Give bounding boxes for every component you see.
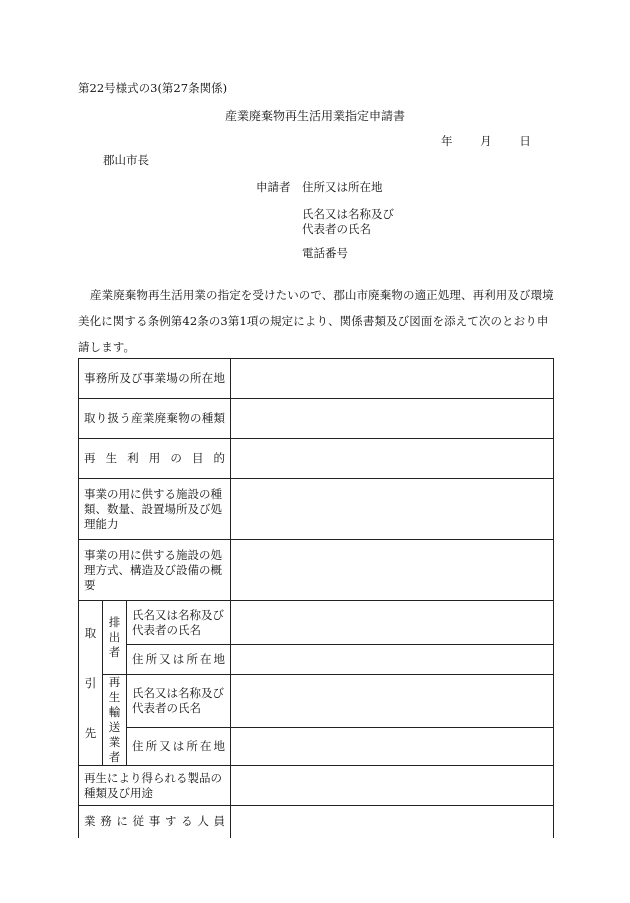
- label-discharger-name: 氏名又は名称及び代表者の氏名: [127, 601, 231, 645]
- form-number: 第22号様式の3(第27条関係): [78, 81, 228, 95]
- date-month: 月: [480, 134, 492, 148]
- label-transporter-name: 氏名又は名称及び代表者の氏名: [127, 675, 231, 728]
- field-products[interactable]: [231, 766, 554, 806]
- label-products: 再生により得られる製品の種類及び用途: [79, 766, 231, 806]
- row-discharger-address: [79, 645, 554, 675]
- field-facility-info[interactable]: [231, 479, 554, 540]
- field-purpose[interactable]: [231, 439, 554, 479]
- field-office-location[interactable]: [231, 359, 554, 399]
- addressee: 郡山市長: [103, 153, 149, 167]
- date-line: [441, 133, 531, 149]
- row-office-location: [79, 359, 554, 399]
- field-transporter-address[interactable]: [231, 727, 554, 765]
- label-trading-partner-2: 引: [84, 675, 97, 690]
- row-transporter-name: [79, 675, 554, 728]
- row-purpose: [79, 439, 554, 479]
- label-purpose: 再生利用の目的: [79, 439, 231, 479]
- application-table: [78, 358, 554, 838]
- label-waste-types: 取り扱う産業廃棄物の種類: [79, 399, 231, 439]
- label-discharger-address: 住所又は所在地: [127, 645, 231, 675]
- label-trading-partner: [79, 601, 103, 766]
- label-office-location: 事務所及び事業場の所在地: [79, 359, 231, 399]
- row-facility-info: [79, 479, 554, 540]
- applicant-phone-label: 電話番号: [302, 246, 348, 260]
- label-facility-info: 事業の用に供する施設の種類、数量、設置場所及び処理能力: [79, 479, 231, 540]
- label-staff: 業務に従事する人員: [79, 806, 231, 838]
- label-trading-partner-3: 先: [84, 725, 97, 740]
- applicant-label: 申請者: [256, 180, 291, 194]
- row-products: [79, 766, 554, 806]
- field-staff[interactable]: [231, 806, 554, 838]
- date-day: 日: [519, 134, 531, 148]
- field-facility-method[interactable]: [231, 540, 554, 601]
- row-facility-method: [79, 540, 554, 601]
- label-transporter-address: 住所又は所在地: [127, 727, 231, 765]
- field-discharger-name[interactable]: [231, 601, 554, 645]
- row-waste-types: [79, 399, 554, 439]
- label-discharger: 排出者: [103, 601, 127, 675]
- document-title: 産業廃棄物再生活用業指定申請書: [224, 109, 405, 123]
- label-transporter: 再生輸送業者: [103, 675, 127, 766]
- row-staff: [79, 806, 554, 838]
- date-year: 年: [441, 134, 453, 148]
- field-waste-types[interactable]: [231, 399, 554, 439]
- applicant-name-label: 氏名又は名称及び代表者の氏名: [302, 207, 394, 236]
- label-trading-partner-1: 取: [84, 625, 97, 640]
- row-discharger-name: [79, 601, 554, 645]
- field-transporter-name[interactable]: [231, 675, 554, 728]
- row-transporter-address: [79, 727, 554, 765]
- field-discharger-address[interactable]: [231, 645, 554, 675]
- label-facility-method: 事業の用に供する施設の処理方式、構造及び設備の概要: [79, 540, 231, 601]
- application-statement: 産業廃棄物再生活用業の指定を受けたいので、郡山市廃棄物の適正処理、再利用及び環境美化に関する条例第42条の3第1項の規定により、関係書類及び図面を添えて次のとおり申請します。: [78, 288, 554, 354]
- applicant-address-label: 住所又は所在地: [302, 180, 383, 194]
